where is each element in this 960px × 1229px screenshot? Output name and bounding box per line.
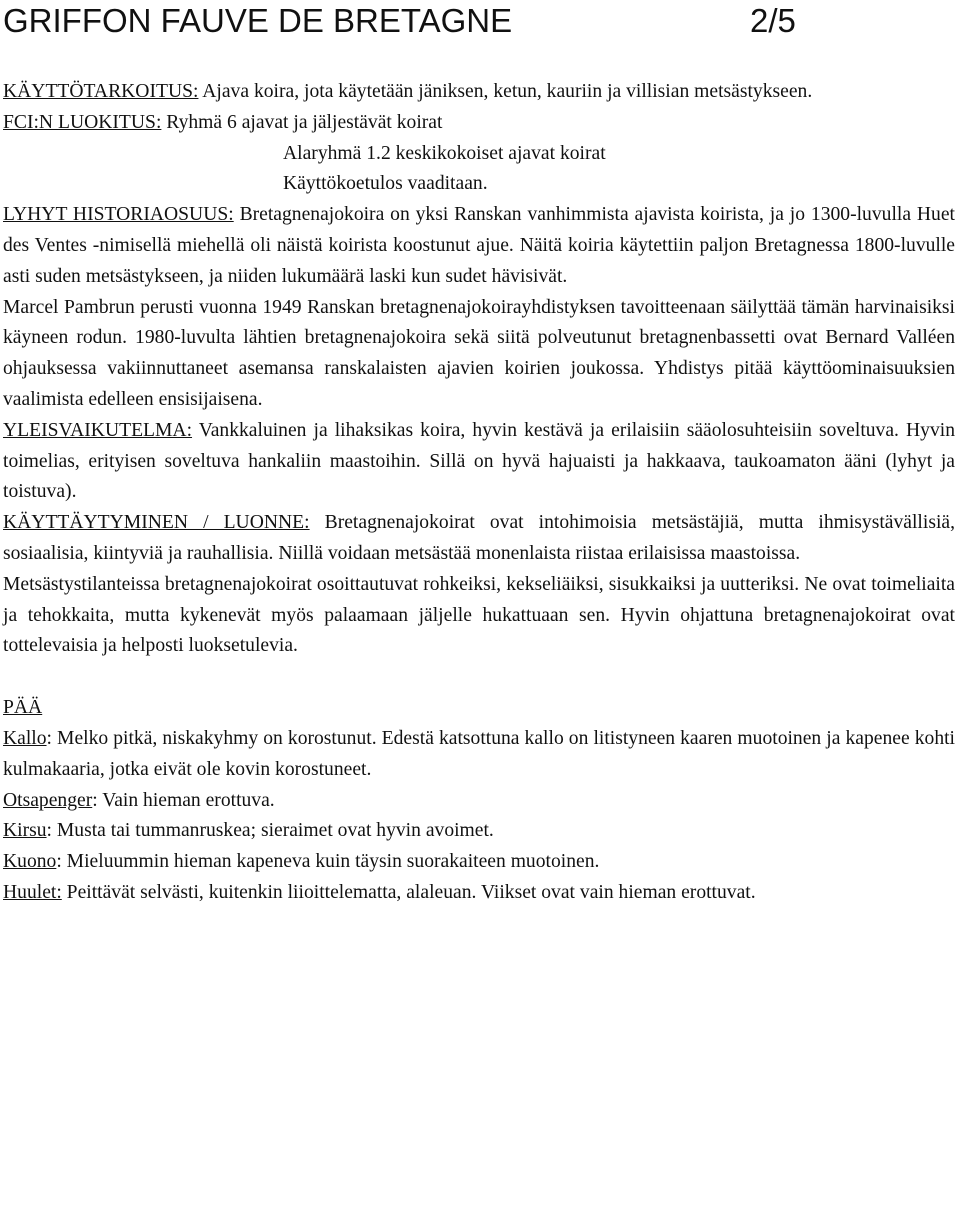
- nose-label: Kirsu: [3, 820, 47, 842]
- lips-text: Peittävät selvästi, kuitenkin liioittelematta, alaleuan. Viikset ovat vain hieman erottuvat.: [61, 881, 756, 903]
- nose-text: : Musta tai tummanruskea; sieraimet ovat hyvin avoimet.: [46, 820, 494, 842]
- behaviour-label: KÄYTTÄYTYMINEN / LUONNE:: [3, 512, 310, 534]
- skull-label: Kallo: [3, 727, 47, 749]
- general-paragraph: [3, 416, 955, 508]
- page-number: 2/5: [750, 2, 796, 39]
- history-text: Bretagnenajokoira on yksi Ranskan vanhimmista ajavista koirista, ja jo 1300-luvulla Huet des Ventes -nimisellä miehellä oli näistä koirista koostunut ajue. Näitä koiria käytettiin paljon Bretagnessa 1800-luvulle asti suden metsästykseen, ja niiden lukumäärä laski kun sudet hävisivät.: [3, 204, 955, 287]
- behaviour-text: Bretagnenajokoirat ovat intohimoisia metsästäjiä, mutta ihmisystävällisiä, sosiaalisia, kiintyviä ja rauhallisia. Niillä voidaan metsästää monenlaista riistaa erilaisissa maastoissa.: [3, 512, 955, 564]
- fci-label: FCI:N LUOKITUS:: [3, 111, 162, 133]
- usage-text: Ajava koira, jota käytetään jäniksen, ketun, kauriin ja villisian metsästykseen.: [198, 81, 813, 102]
- stop-text: : Vain hieman erottuva.: [92, 789, 275, 811]
- lips-paragraph: [3, 878, 955, 909]
- fci-line-2: Alaryhmä 1.2 keskikokoiset ajavat koirat: [283, 142, 606, 164]
- muzzle-label: Kuono: [3, 851, 57, 873]
- document-page: [3, 0, 955, 909]
- general-label: YLEISVAIKUTELMA:: [3, 419, 193, 441]
- lips-label: Huulet:: [3, 881, 62, 903]
- skull-text: : Melko pitkä, niskakyhmy on korostunut. Edestä katsottuna kallo on litistyneen kaaren muotoinen ja kapenee kohti kulmakaaria, jotka eivät ole kovin korostuneet.: [3, 727, 955, 780]
- history-label: LYHYT HISTORIAOSUUS:: [3, 204, 234, 226]
- nose-paragraph: [3, 816, 955, 847]
- fci-line-3: Käyttökoetulos vaaditaan.: [283, 173, 488, 195]
- section-spacer: [3, 662, 955, 693]
- history-paragraph-2: Marcel Pambrun perusti vuonna 1949 Ranskan bretagnenajokoirayhdistyksen tavoitteenaan säilyttää tämän harvinaisiksi käyneen rodun. 1980-luvulta lähtien bretagnenajokoira sekä siitä polveutunut bretagnenbassetti ovat Bernard Valléen ohjauksessa vakiinnuttaneet asemansa ranskalaisten ajavien koirien joukossa. Yhdistys pitää käyttöominaisuuksien vaalimista edelleen ensisijaisena.: [3, 296, 955, 410]
- document-body: [3, 77, 955, 909]
- fci-paragraph: [3, 108, 955, 139]
- stop-label: Otsapenger: [3, 789, 93, 811]
- general-text: Vankkaluinen ja lihaksikas koira, hyvin kestävä ja erilaisiin sääolosuhteisiin soveltuva. Hyvin toimelias, erityisen soveltuva hankaliin maastoihin. Sillä on hyvä hajuaisti ja hakkaava, taukoamaton ääni (lyhyt ja toistuva).: [3, 419, 955, 503]
- usage-paragraph: [3, 77, 955, 108]
- stop-paragraph: [3, 786, 955, 817]
- page-header: [3, 2, 955, 40]
- behaviour-paragraph: [3, 508, 955, 570]
- document-title: GRIFFON FAUVE DE BRETAGNE: [3, 2, 513, 39]
- history-paragraph: [3, 200, 955, 292]
- skull-paragraph: [3, 724, 955, 786]
- head-heading: PÄÄ: [3, 697, 43, 719]
- behaviour-paragraph-2: Metsästystilanteissa bretagnenajokoirat osoittautuvat rohkeiksi, kekseliäiksi, sisukkaiksi ja uutteriksi. Ne ovat toimeliaita ja tehokkaita, mutta kykenevät myös palaamaan jäljelle hukattuaan sen. Hyvin ohjattuna bretagnenajokoirat ovat tottelevaisia ja helposti luoksetulevia.: [3, 573, 955, 657]
- usage-label: KÄYTTÖTARKOITUS:: [3, 81, 199, 102]
- fci-line-1: Ryhmä 6 ajavat ja jäljestävät koirat: [161, 111, 443, 133]
- muzzle-text: : Mieluummin hieman kapeneva kuin täysin suorakaiteen muotoinen.: [56, 851, 600, 873]
- muzzle-paragraph: [3, 847, 955, 878]
